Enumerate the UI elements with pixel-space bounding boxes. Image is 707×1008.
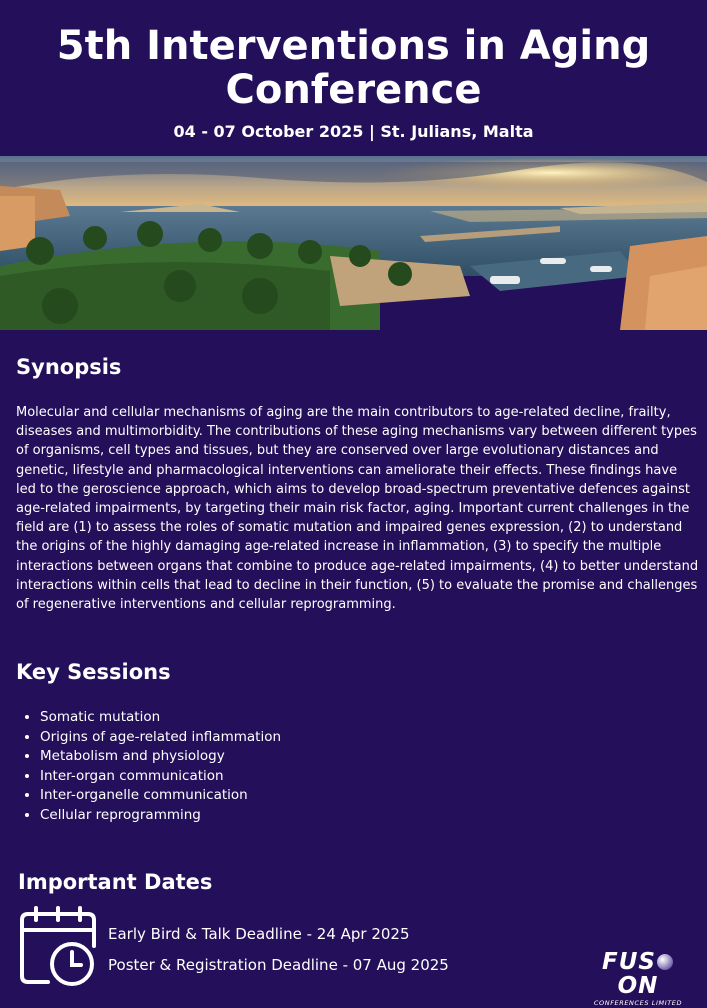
list-item: • Cellular reprogramming xyxy=(40,806,281,826)
key-sessions-list xyxy=(22,708,281,826)
key-sessions-heading: Key Sessions xyxy=(16,660,171,684)
list-item: • Origins of age-related inflammation xyxy=(40,728,281,748)
list-item: • Metabolism and physiology xyxy=(40,747,281,767)
globe-icon xyxy=(657,954,673,970)
poster-registration-deadline: Poster & Registration Deadline - 07 Aug 2025 xyxy=(108,956,449,974)
important-dates-heading: Important Dates xyxy=(18,870,213,894)
logo-tagline: CONFERENCES LIMITED xyxy=(593,999,683,1007)
logo-word-right: ON xyxy=(617,973,659,999)
malta-harbour-photo xyxy=(0,156,707,330)
fusion-conferences-logo xyxy=(588,949,688,1007)
synopsis-heading: Synopsis xyxy=(16,355,122,379)
logo-word-left: FUS xyxy=(602,949,656,975)
list-item: • Inter-organelle communication xyxy=(40,786,281,806)
conference-date-location: 04 - 07 October 2025 | St. Julians, Malta xyxy=(173,122,534,141)
conference-title: 5th Interventions in Aging Conference xyxy=(56,23,651,113)
early-bird-deadline: Early Bird & Talk Deadline - 24 Apr 2025 xyxy=(108,925,410,943)
list-item: • Somatic mutation xyxy=(40,708,281,728)
calendar-clock-icon xyxy=(18,906,98,988)
synopsis-text: Molecular and cellular mechanisms of aging are the main contributors to age-related decline, frailty, diseases and multimorbidity. The contributions of these aging mechanisms vary between different types of organisms, cell types and tissues, but they are conserved over large evolutionary distances and genetic, lifestyle and pharmacological interventions can ameliorate their effects. These findings have led to the geroscience approach, which aims to develop broad-spectrum preventative defences against age-related impairments, by targeting their main risk factor, aging. Important current challenges in the field are (1) to assess the roles of somatic mutation and impaired genes expression, (2) to understand the origins of the highly damaging age-related increase in inflammation, (3) to specify the multiple interactions between organs that combine to produce age-related impairments, (4) to better understand interactions within cells that lead to decline in their function, (5) to evaluate the promise and challenges of regenerative interventions and cellular reprogramming. xyxy=(16,405,699,613)
list-item: • Inter-organ communication xyxy=(40,767,281,787)
